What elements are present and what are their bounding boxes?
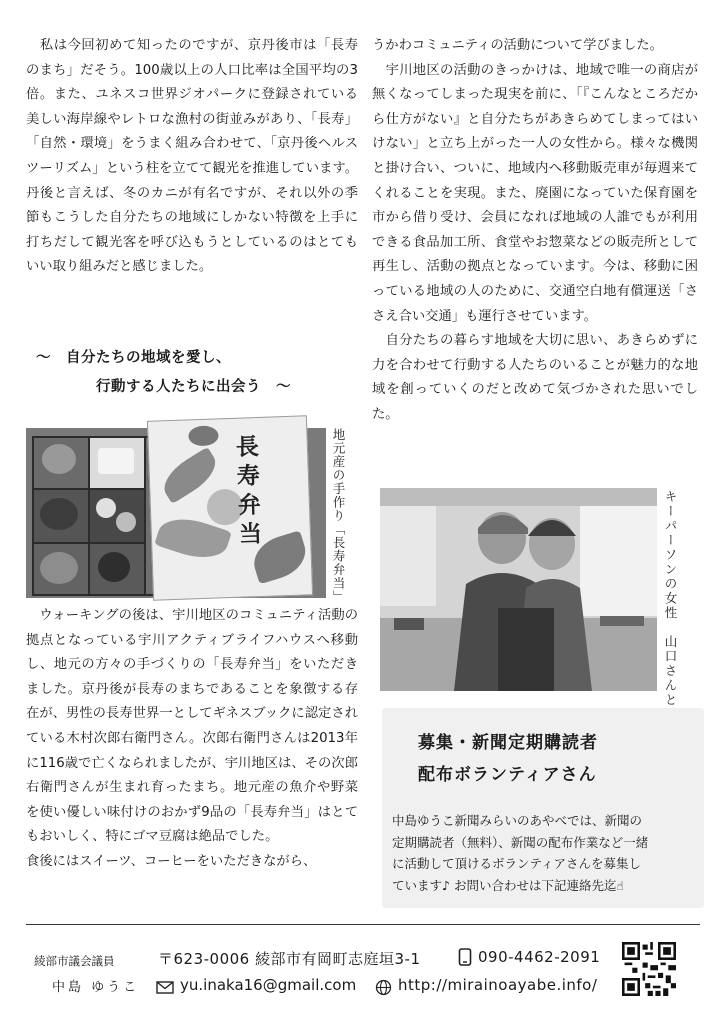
paragraph: うかわコミュニティの活動について学びました。 bbox=[372, 38, 663, 53]
footer-phone[interactable]: 090-4462-2091 bbox=[478, 948, 601, 966]
footer-url[interactable]: http://mirainoayabe.info/ bbox=[398, 976, 598, 994]
article-left-top bbox=[26, 34, 358, 280]
recruitment-body-line: ています♪ お問い合わせは下記連絡先迄☝ bbox=[392, 877, 624, 893]
article-left-bottom bbox=[26, 604, 358, 875]
section-heading-line1: ～ 自分たちの地域を愛し、 bbox=[36, 350, 231, 366]
paragraph: 宇川地区の活動のきっかけは、地域で唯一の商店が無くなってしまった現実を前に、「『こんなところだから仕方がない』と自分たちがあきらめてしまってはいけない」と立ち上がった一人の女性から。様々な機関と掛け合い、ついに、地域内へ移動販売車が毎週来てくれることを実現。また、廃園になっていた保育園を市から借り受け、会員になれば地域の人誰でもが利用できる食品加工所、食堂やお惣菜などの販売所として再生し、活動の拠点となっています。今は、移動に困っている地域の人のために、交通空白地有償運送「ささえ合い交通」も運行させています。 bbox=[372, 62, 698, 324]
globe-icon bbox=[375, 979, 392, 996]
people-photo-illustration bbox=[380, 488, 657, 691]
article-right-top bbox=[372, 34, 698, 428]
recruitment-title-line2: 配布ボランティアさん bbox=[418, 765, 597, 785]
footer-role: 綾部市議会議員 bbox=[34, 954, 115, 968]
mobile-phone-icon bbox=[458, 948, 472, 966]
recruitment-title-line1: 募集・新聞定期購読者 bbox=[418, 733, 598, 753]
footer-divider bbox=[26, 924, 700, 925]
paragraph: 私は今回初めて知ったのですが、京丹後市は「長寿のまち」だそう。100歳以上の人口比率は全国平均の3倍。また、ユネスコ世界ジオパークに登録されている美しい海岸線やレトロな漁村の街並みがあり、「長寿」「自然・環境」をうまく組み合わせて、「京丹後ヘルスツーリズム」という柱を立てて観光を推進しています。丹後と言えば、冬のカニが有名ですが、それ以外の季節もこうした自分たちの地域にしかない特徴を上手に打ちだして観光客を呼び込もうとしているのはとてもいい取り組みだと感じました。 bbox=[26, 38, 358, 275]
section-heading-line2: 行動する人たちに出会う ～ bbox=[96, 379, 291, 395]
book-title: 長寿弁当 bbox=[231, 433, 263, 551]
bento-photo-caption: 地元産の手作り「長寿弁当」 bbox=[331, 428, 346, 604]
recruitment-body bbox=[392, 810, 696, 897]
finger-icon: ☝ bbox=[616, 878, 624, 893]
paragraph: 自分たちの暮らす地域を大切に思い、あきらめずに力を合わせて行動する人たちのいることが魅力的な地域を創っていくのだと改めて気づかされた思いでした。 bbox=[372, 333, 698, 422]
paragraph: ウォーキングの後は、宇川地区のコミュニティ活動の拠点となっている宇川アクティブライフハウスへ移動し、地元の方々の手づくりの「長寿弁当」をいただきました。京丹後が長寿のまちであることを象徴する存在が、男性の長寿世界一としてギネスブックに認定されている木村次郎右衛門さん。次郎右衛門さんは2013年に116歳で亡くなられましたが、宇川地区は、その次郎右衛門さんが生まれ育ったまち。地元産の魚介や野菜を使い優しい味付けのおかず9品の「長寿弁当」はとてもおいしく、特にゴマ豆腐は絶品でした。 bbox=[26, 608, 358, 845]
recruitment-body-line: に活動して頂けるボランティアさんを募集し bbox=[392, 856, 642, 871]
footer-email[interactable]: yu.inaka16@gmail.com bbox=[180, 976, 357, 994]
footer-address: 〒623-0006 綾部市有岡町志庭垣3-1 bbox=[158, 950, 421, 968]
people-photo bbox=[380, 488, 657, 691]
envelope-icon bbox=[156, 981, 174, 994]
footer-name: 中島 ゆうこ bbox=[52, 980, 140, 995]
people-photo-caption: キーパーソンの女性 山口さんと bbox=[663, 490, 678, 708]
recruitment-body-line: 中島ゆうこ新聞みらいのあやべでは、新聞の bbox=[392, 813, 643, 828]
paragraph: 食後にはスイーツ、コーヒーをいただきながら、 bbox=[26, 853, 317, 869]
recruitment-body-line: 定期購読者（無料）、新聞の配布作業など一緒 bbox=[392, 834, 649, 850]
qr-code-icon bbox=[622, 942, 676, 996]
book-cover bbox=[147, 415, 313, 600]
